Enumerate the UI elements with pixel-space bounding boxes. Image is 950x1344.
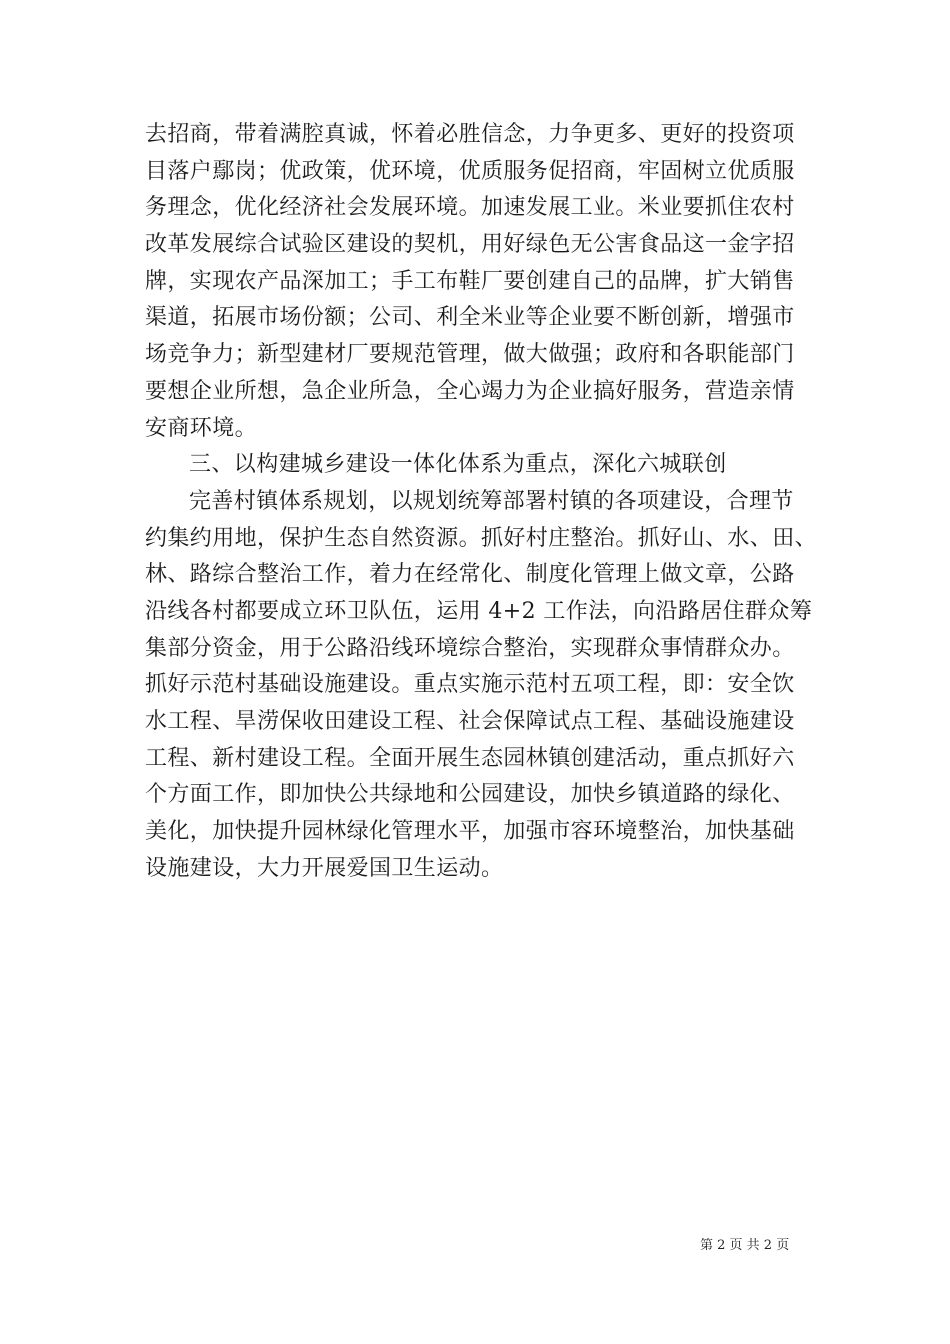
paragraph-line: 个方面工作，即加快公共绿地和公园建设，加快乡镇道路的绿化、 [145, 782, 795, 808]
paragraph-line: 要想企业所想，急企业所急，全心竭力为企业搞好服务，营造亲情 [145, 378, 795, 404]
paragraph-line: 集部分资金，用于公路沿线环境综合整治，实现群众事情群众办。 [145, 635, 795, 661]
paragraph-line: 改革发展综合试验区建设的契机，用好绿色无公害食品这一金字招 [145, 232, 795, 258]
paragraph-line: 工程、新村建设工程。全面开展生态园林镇创建活动，重点抓好六 [145, 745, 795, 771]
paragraph-line: 约集约用地，保护生态自然资源。抓好村庄整治。抓好山、水、田、 [145, 525, 818, 551]
paragraph-line: 沿线各村都要成立环卫队伍，运用 4+2 工作法，向沿路居住群众筹 [145, 598, 813, 624]
paragraph-line: 抓好示范村基础设施建设。重点实施示范村五项工程，即：安全饮 [145, 672, 795, 698]
paragraph-line: 渠道，拓展市场份额；公司、利全米业等企业要不断创新，增强市 [145, 305, 795, 331]
paragraph-line: 务理念，优化经济社会发展环境。加速发展工业。米业要抓住农村 [145, 195, 795, 221]
paragraph-line: 牌，实现农产品深加工；手工布鞋厂要创建自己的品牌，扩大销售 [145, 268, 795, 294]
document-body [145, 117, 818, 887]
paragraph-line: 完善村镇体系规划，以规划统筹部署村镇的各项建设，合理节 [189, 488, 794, 514]
paragraph-line: 美化，加快提升园林绿化管理水平，加强市容环境整治，加快基础 [145, 819, 795, 845]
section-heading: 三、以构建城乡建设一体化体系为重点，深化六城联创 [189, 452, 727, 478]
paragraph-line: 水工程、旱涝保收田建设工程、社会保障试点工程、基础设施建设 [145, 709, 795, 734]
paragraph-line: 场竞争力；新型建材厂要规范管理，做大做强；政府和各职能部门 [145, 342, 795, 368]
paragraph-line: 安商环境。 [145, 415, 258, 441]
paragraph-line: 林、路综合整治工作，着力在经常化、制度化管理上做文章，公路 [145, 562, 795, 588]
paragraph-line: 目落户鄢岗；优政策，优环境，优质服务促招商，牢固树立优质服 [145, 158, 795, 184]
paragraph-line: 去招商，带着满腔真诚，怀着必胜信念，力争更多、更好的投资项 [145, 122, 795, 147]
page-number: 第 2 页 共 2 页 [700, 1238, 790, 1253]
paragraph-line: 设施建设，大力开展爱国卫生运动。 [145, 855, 504, 881]
